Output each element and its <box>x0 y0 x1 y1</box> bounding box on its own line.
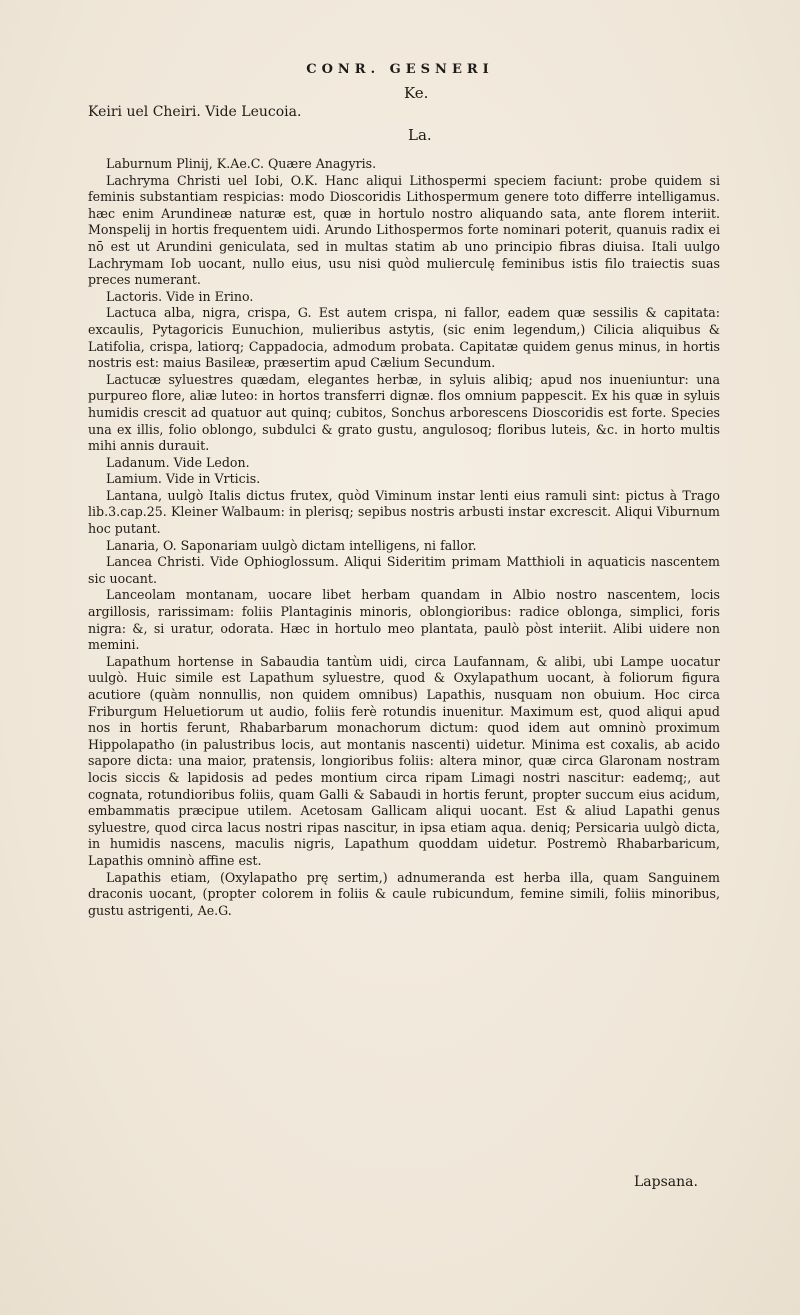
entry-keiri: Keiri uel Cheiri. Vide Leucoia. <box>88 104 302 120</box>
entry: Laburnum Plinij, K.Ae.C. Quære Anagyris. <box>106 156 377 171</box>
entry: Lanceolam montanam, uocare libet herbam quandam in Albio nostro nascentem, locis argillosis, rarissimam: foliis Plantaginis minoris, oblongioribus: radice oblonga, simplici, foris nigra: &, si uratur, odorata. Hæc in hortulo meo plantata, paulò pòst interiit. Alibi uidere non memini. <box>88 587 720 653</box>
entry: Lapathis etiam, (Oxylapatho prę sertim,) adnumeranda est herba illa, quam Sanguinem draconis uocant, (propter colorem in foliis & caule rubicundum, femine simili, foliis minoribus, gustu astrigenti, Ae.G. <box>88 869 720 918</box>
entry: Lamium. Vide in Vrticis. <box>106 471 261 487</box>
running-header: CONR. GESNERI <box>306 62 494 77</box>
entry: Lancea Christi. Vide Ophioglossum. Aliqui Sideritim primam Matthioli in aquaticis nascentem sic uocant. <box>88 554 720 586</box>
section-heading-ke: Ke. <box>404 84 429 102</box>
entry: Ladanum. Vide Ledon. <box>106 454 250 470</box>
entry: Lantana, uulgò Italis dictus frutex, quòd Viminum instar lenti eius ramuli sint: pictus à Trago lib.3.cap.25. Kleiner Walbaum: in plerisq; sepibus nostris arbusti instar excrescit. Aliqui Viburnum hoc putant. <box>88 487 720 537</box>
section-heading-la: La. <box>408 126 432 144</box>
entry: Lactuca alba, nigra, crispa, G. Est autem crispa, ni fallor, eadem quæ sessilis & capitata: excaulis, Pytagoricis Eunuchion, mulieribus astytis, (sic enim legendum,) Cilicia aliquibus & Latifolia, crispa, latiorq; Cappadocia, admodum probata. Capitatæ quidem genus minus, in hortis nostris est: maius Basileæ, præsertim apud Cælium Secundum. <box>88 305 720 371</box>
entry: Lapathum hortense in Sabaudia tantùm uidi, circa Laufannam, & alibi, ubi Lampe uocatur uulgò. Huic simile est Lapathum syluestre, quod & Oxylapathum uocant, à foliorum figura acutiore (quàm nonnullis, non quidem omnibus) Lapathis, nusquam non obuium. Hoc circa Friburgum Heluetiorum ut audio, foliis ferè rotundis inuenitur. Maximum est, quod aliqui apud nos in hortis ferunt, Rhabarbarum monachorum dictum: quod idem aut omninò proximum Hippolapatho (in palustribus locis, aut montanis nascenti) uidetur. Minima est coxalis, ab acido sapore dicta: una maior, pratensis, longioribus foliis: altera minor, quæ circa Glaronam nostram locis siccis & lapidosis ad pedes montium circa ripam Limagi nostri nascitur: eademq;, aut cognata, rotundioribus foliis, quam Galli & Sabaudi in hortis ferunt, propter succum eius acidum, embammatis præcipue utilem. Acetosam Gallicam aliqui uocant. Est & aliud Lapathi genus syluestre, quod circa lacus nostri ripas nascitur, in ipsa etiam aqua. deniq; Persicaria uulgò dicta, in humidis nascens, maculis nigris, Lapathum quoddam uidetur. Postremò Rhabarbaricum, Lapathis omninò affine est. <box>88 653 720 868</box>
entry: Lactucæ syluestres quædam, elegantes herbæ, in syluis alibiq; apud nos inueniuntur: una purpureo flore, aliæ luteo: in hortos transferri dignæ. flos omnium pappescit. Ex his quæ in syluis humidis crescit ad quatuor aut quinq; cubitos, Sonchus arborescens Dioscoridis est forte. Species una ex illis, folio oblongo, subdulci & grato gustu, angulosoq; floribus luteis, &c. in horto multis mihi annis durauit. <box>88 371 720 454</box>
entry: Lactoris. Vide in Erino. <box>106 288 254 304</box>
entries-la <box>88 156 720 919</box>
catchword: Lapsana. <box>634 1174 698 1190</box>
entry: Lanaria, O. Saponariam uulgò dictam intelligens, ni fallor. <box>106 537 477 553</box>
entry: Lachryma Christi uel Iobi, O.K. Hanc aliqui Lithospermi speciem faciunt: probe quidem si feminis substantiam respicias: modo Dioscoridis Lithospermum genere toto differre intelligamus. hæc enim Arundineæ naturæ est, quæ in hortulo nostro aliquando sata, ante florem interiit. Monspelij in hortis frequentem uidi. Arundo Lithospermos forte nominari poterit, quanuis radix ei nō est ut Arundini geniculata, sed in multas statim ab uno principio fibras diuisa. Itali uulgo Lachrymam Iob uocant, nullo eius, usu nisi quòd mulierculę feminibus istis filo traiectis suas preces numerant. <box>88 172 720 288</box>
